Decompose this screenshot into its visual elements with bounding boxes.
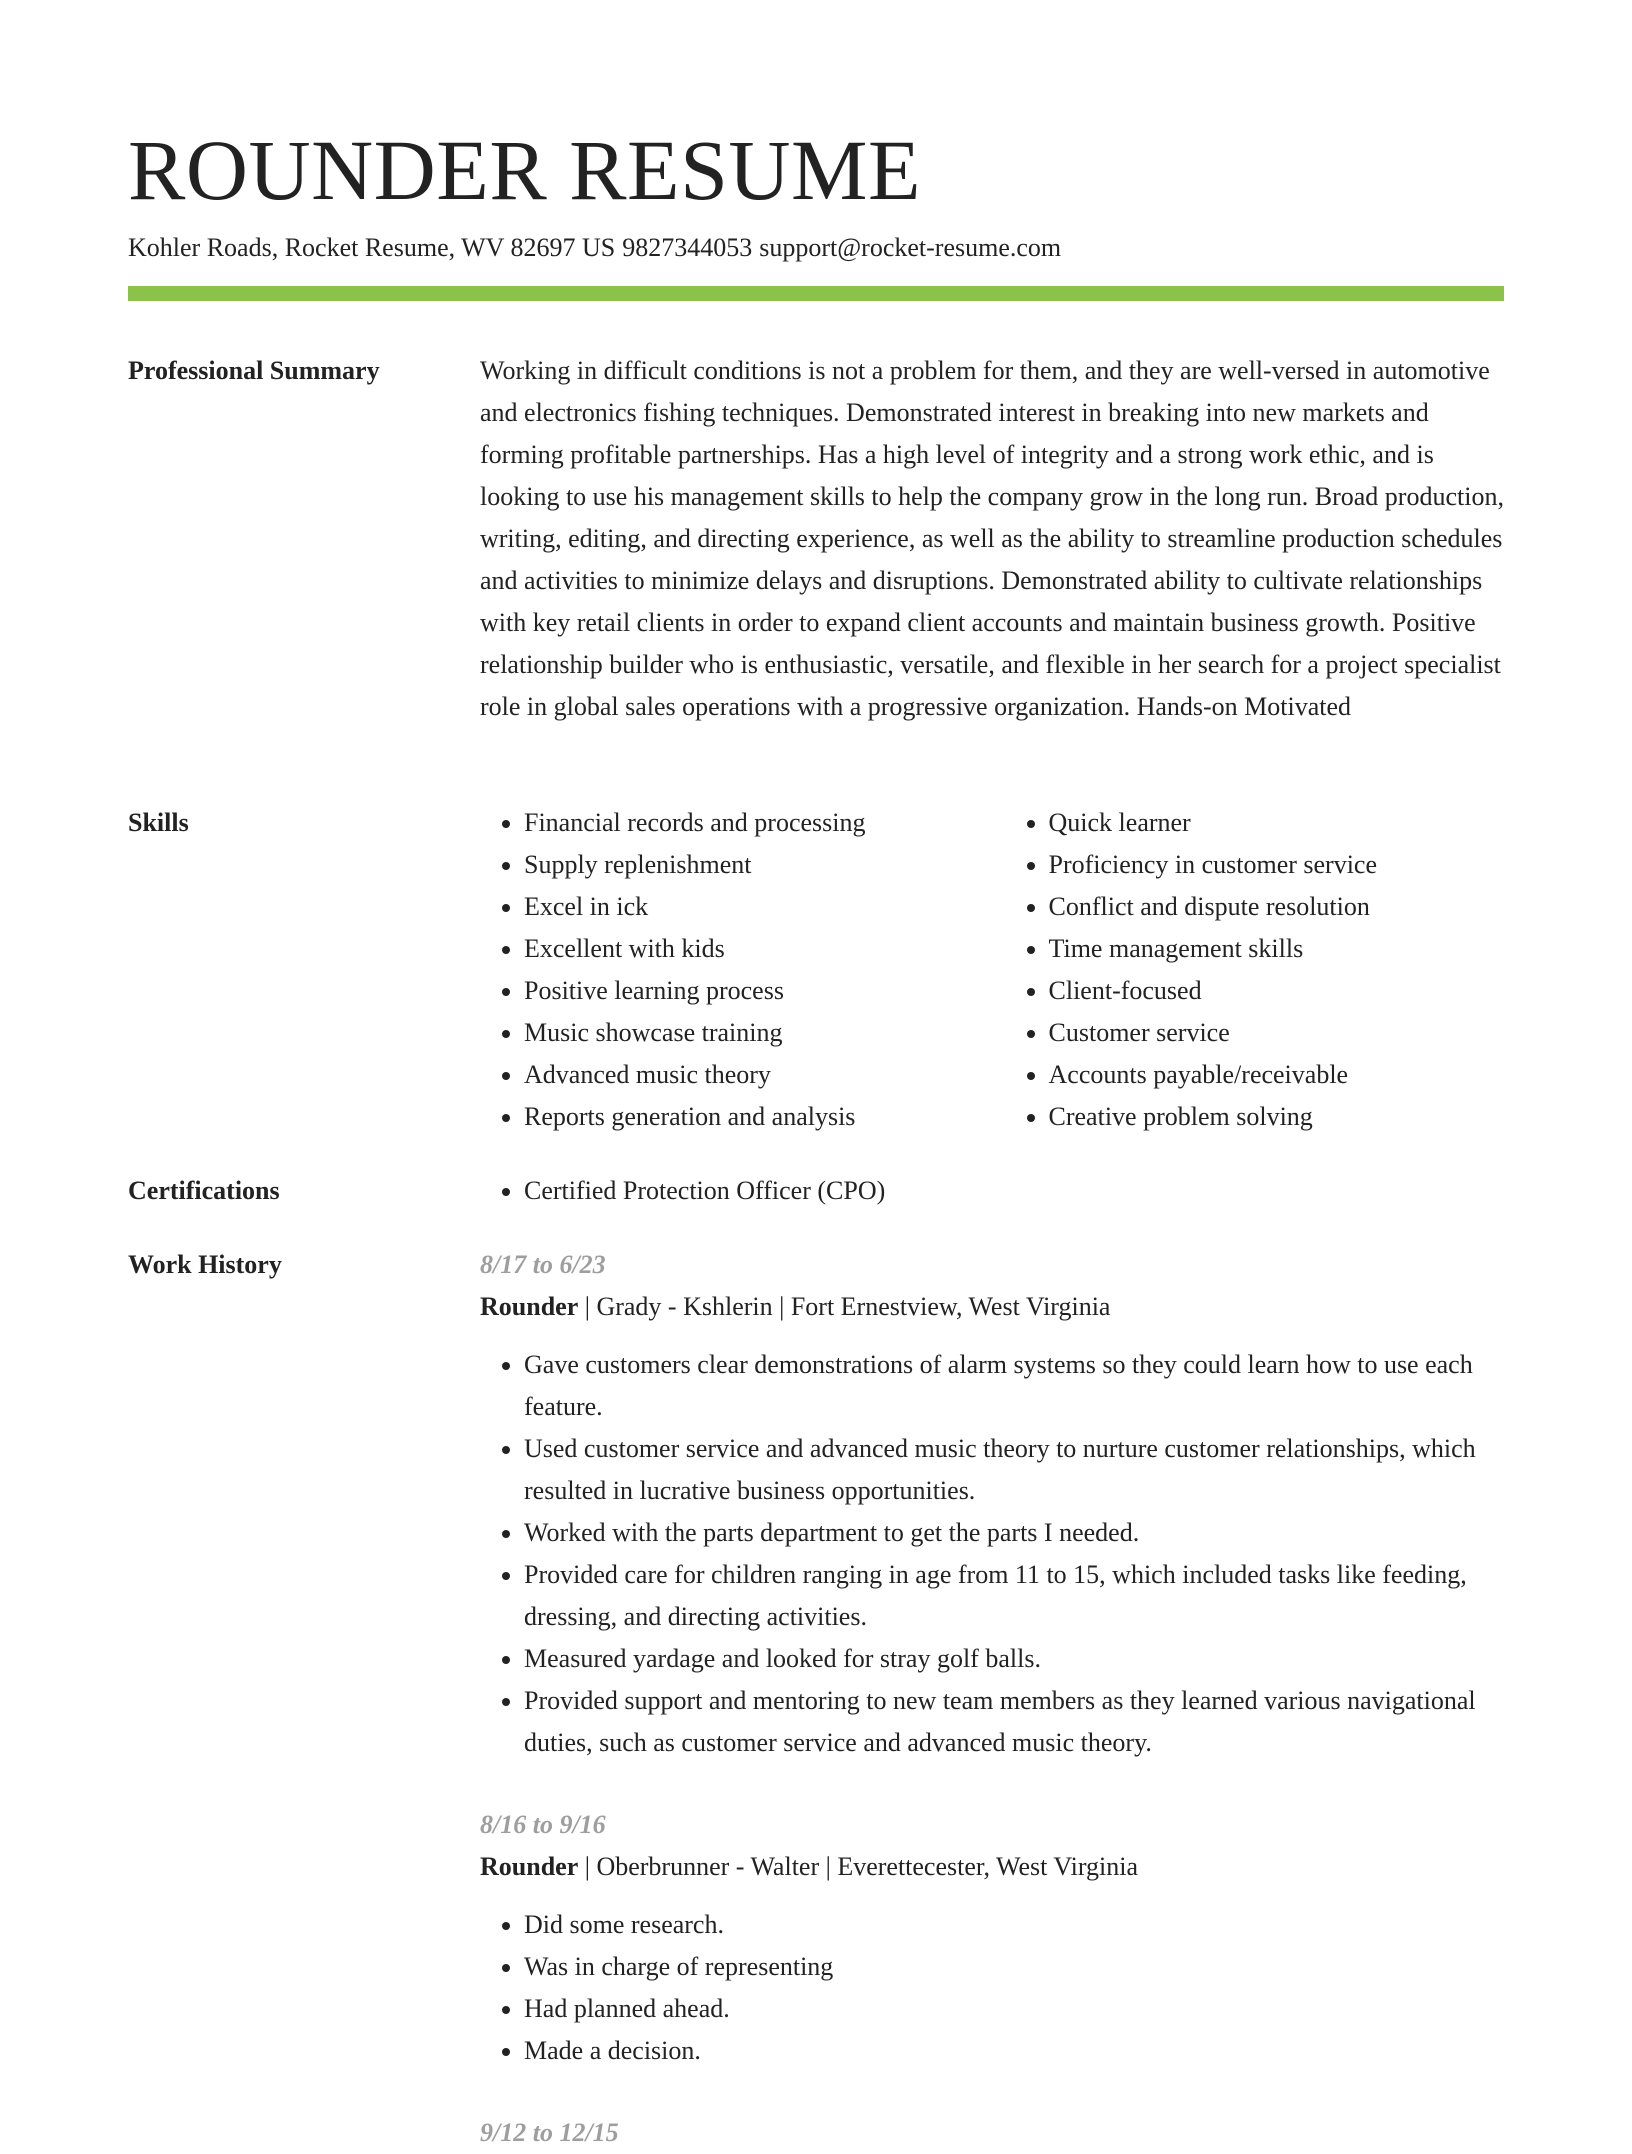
job-bullets (480, 1344, 1504, 1764)
job-heading (480, 1286, 1504, 1328)
skill-item: • Quick learner (1049, 802, 1504, 844)
contact-email: support@rocket-resume.com (759, 233, 1062, 262)
summary-text: Working in difficult conditions is not a problem for them, and they are well-versed in automotive and electronics fishing techniques. Demonstrated interest in breaking into new markets and forming profitable partnerships. Has a high level of integrity and a strong work ethic, and is looking to use his management skills to help the company grow in the long run. Broad production, writing, editing, and directing experience, as well as the ability to streamline production schedules and activities to minimize delays and disruptions. Demonstrated ability to cultivate relationships with key retail clients in order to expand client accounts and maintain business growth. Positive relationship builder who is enthusiastic, versatile, and flexible in her search for a project specialist role in global sales operations with a progressive organization. Hands-on Motivated (480, 356, 1504, 721)
skills-list-left (480, 802, 961, 1138)
certifications-label: Certifications (128, 1176, 280, 1205)
job-dates: 8/17 to 6/23 (480, 1250, 606, 1279)
job-bullet: • Gave customers clear demonstrations of alarm systems so they could learn how to use each feature. (524, 1344, 1504, 1428)
job-title: Rounder (480, 1292, 579, 1321)
job-dates: 8/16 to 9/16 (480, 1810, 606, 1839)
job-bullet: • Did some research. (524, 1904, 1504, 1946)
skill-item: • Excellent with kids (524, 928, 961, 970)
job-details: | Grady - Kshlerin | Fort Ernestview, West Virginia (578, 1292, 1111, 1321)
contact-line (128, 230, 1061, 266)
summary-body (480, 350, 1504, 728)
contact-address: Kohler Roads, Rocket Resume, WV 82697 US (128, 233, 616, 262)
skill-item: • Music showcase training (524, 1012, 961, 1054)
job-bullet: • Made a decision. (524, 2030, 1504, 2072)
work-history-body (480, 1244, 1504, 2154)
header-divider (128, 286, 1504, 301)
skills-list-right (1005, 802, 1504, 1138)
skill-item: • Supply replenishment (524, 844, 961, 886)
job-dates: 9/12 to 12/15 (480, 2118, 619, 2147)
skill-item: • Reports generation and analysis (524, 1096, 961, 1138)
certifications-list (480, 1170, 1504, 1212)
skill-item: • Customer service (1049, 1012, 1504, 1054)
skill-item: • Client-focused (1049, 970, 1504, 1012)
job-bullet: • Provided care for children ranging in age from 11 to 15, which included tasks like feeding, dressing, and directing activities. (524, 1554, 1504, 1638)
skill-item: • Creative problem solving (1049, 1096, 1504, 1138)
certifications-body (480, 1170, 1504, 1212)
job-bullet: • Had planned ahead. (524, 1988, 1504, 2030)
job-entry (480, 1804, 1504, 2072)
skill-item: • Time management skills (1049, 928, 1504, 970)
job-entry (480, 1244, 1504, 1764)
summary-label: Professional Summary (128, 356, 380, 385)
certification-item: • Certified Protection Officer (CPO) (524, 1170, 1504, 1212)
job-entry (480, 2112, 1504, 2154)
skill-item: • Advanced music theory (524, 1054, 961, 1096)
skill-item: • Financial records and processing (524, 802, 961, 844)
job-bullet: • Used customer service and advanced music theory to nurture customer relationships, which resulted in lucrative business opportunities. (524, 1428, 1504, 1512)
job-bullets (480, 1904, 1504, 2072)
skill-item: • Accounts payable/receivable (1049, 1054, 1504, 1096)
contact-phone: 9827344053 (622, 233, 753, 262)
skill-item: • Excel in ick (524, 886, 961, 928)
job-bullet: • Measured yardage and looked for stray golf balls. (524, 1638, 1504, 1680)
job-bullet: • Worked with the parts department to get the parts I needed. (524, 1512, 1504, 1554)
job-bullet: • Provided support and mentoring to new team members as they learned various navigational duties, such as customer service and advanced music theory. (524, 1680, 1504, 1764)
resume-name: ROUNDER RESUME (128, 122, 922, 218)
job-title: Rounder (480, 1852, 579, 1881)
work-history-label: Work History (128, 1250, 282, 1279)
skill-item: • Positive learning process (524, 970, 961, 1012)
job-bullet: • Was in charge of representing (524, 1946, 1504, 1988)
skills-label: Skills (128, 808, 189, 837)
skill-item: • Proficiency in customer service (1049, 844, 1504, 886)
job-details: | Oberbrunner - Walter | Everettecester, West Virginia (578, 1852, 1139, 1881)
skill-item: • Conflict and dispute resolution (1049, 886, 1504, 928)
job-heading (480, 1846, 1504, 1888)
skills-body (480, 802, 1504, 1138)
